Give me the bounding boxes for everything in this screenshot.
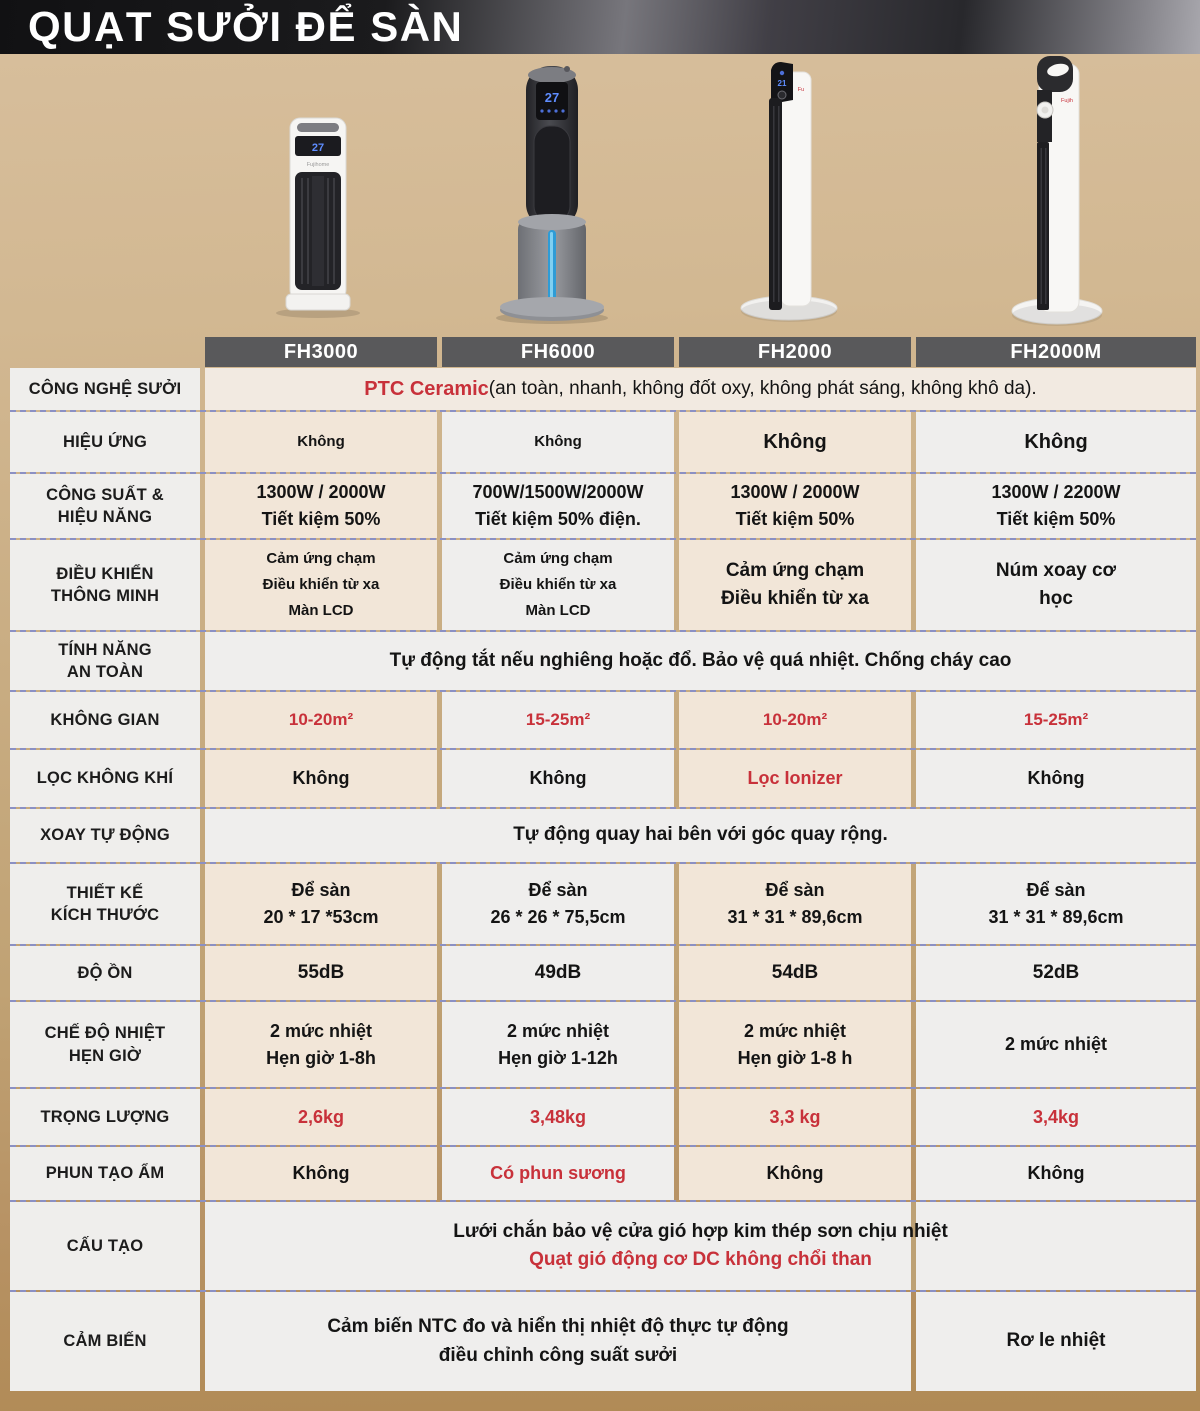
row-label: KHÔNG GIAN <box>10 692 200 748</box>
cell-fh6000: Không <box>442 412 674 472</box>
cell-fh2000: 1300W / 2000W Tiết kiệm 50% <box>679 474 911 538</box>
row-loc-khong-khi <box>10 750 1196 809</box>
row-label: CÔNG SUẤT & HIỆU NĂNG <box>10 474 200 538</box>
svg-text:Fu: Fu <box>797 87 805 93</box>
cell-fh3000: 2,6kg <box>205 1089 437 1145</box>
row-label: HIỆU ỨNG <box>10 412 200 472</box>
value-highlight: PTC Ceramic <box>364 377 489 400</box>
cell-fh2000m: Để sàn 31 * 31 * 89,6cm <box>916 864 1196 944</box>
row-cong-nghe-suoi <box>10 368 1196 412</box>
cell-fh2000: Để sàn 31 * 31 * 89,6cm <box>679 864 911 944</box>
span-cell: Tự động tắt nếu nghiêng hoặc đổ. Bảo vệ quá nhiệt. Chống cháy cao <box>205 632 1196 690</box>
cell-fh2000m: Không <box>916 412 1196 472</box>
comparison-table <box>10 337 1196 1391</box>
cell-fh2000m: 15-25m² <box>916 692 1196 748</box>
row-label: LỌC KHÔNG KHÍ <box>10 750 200 807</box>
page-title: QUẠT SƯỞI ĐỂ SÀN <box>28 3 464 50</box>
cell-fh2000m: Rơ le nhiệt <box>916 1292 1196 1391</box>
cell-fh2000m: 3,4kg <box>916 1089 1196 1145</box>
cell-fh6000: 15-25m² <box>442 692 674 748</box>
span-cell-fh3000-fh2000: Cảm biến NTC đo và hiển thị nhiệt độ thực tự động điều chỉnh công suất sưởi <box>205 1292 911 1391</box>
cell-fh2000: Lọc Ionizer <box>679 750 911 807</box>
cell-fh3000: 2 mức nhiệt Hẹn giờ 1-8h <box>205 1002 437 1087</box>
model-header-fh2000m: FH2000M <box>916 337 1196 367</box>
title-bar <box>0 0 1200 54</box>
row-label: CẢM BIẾN <box>10 1292 200 1391</box>
row-phun-tao-am <box>10 1147 1196 1202</box>
cell-fh3000: Để sàn 20 * 17 *53cm <box>205 864 437 944</box>
cell-fh6000: 3,48kg <box>442 1089 674 1145</box>
row-cam-bien <box>10 1292 1196 1391</box>
model-header-fh2000: FH2000 <box>679 337 911 367</box>
cell-fh2000m: Không <box>916 750 1196 807</box>
cell-fh3000: 55dB <box>205 946 437 1000</box>
cell-fh2000m: Núm xoay cơ học <box>916 540 1196 630</box>
column-divider <box>911 1202 916 1290</box>
cell-fh2000m: 1300W / 2200W Tiết kiệm 50% <box>916 474 1196 538</box>
cell-fh3000: Cảm ứng chạm Điều khiển từ xa Màn LCD <box>205 540 437 630</box>
product-image-fh2000m <box>1005 52 1115 333</box>
svg-text:27: 27 <box>311 142 325 154</box>
cell-fh6000: Không <box>442 750 674 807</box>
svg-text:27: 27 <box>544 90 560 105</box>
row-label: ĐIỀU KHIỂN THÔNG MINH <box>10 540 200 630</box>
product-image-fh6000 <box>492 60 612 330</box>
cell-fh2000: Cảm ứng chạm Điều khiển từ xa <box>679 540 911 630</box>
product-image-fh3000 <box>268 112 368 325</box>
svg-text:21: 21 <box>777 79 787 88</box>
cell-fh3000: Không <box>205 750 437 807</box>
header-spacer <box>10 337 200 368</box>
row-dieu-khien <box>10 540 1196 632</box>
cell-fh6000: 49dB <box>442 946 674 1000</box>
cell-fh6000: 2 mức nhiệt Hẹn giờ 1-12h <box>442 1002 674 1087</box>
span-cell <box>205 368 1196 410</box>
cell-fh2000m: Không <box>916 1147 1196 1200</box>
cell-fh2000: 2 mức nhiệt Hẹn giờ 1-8 h <box>679 1002 911 1087</box>
cell-fh2000: 3,3 kg <box>679 1089 911 1145</box>
cell-fh2000: 54dB <box>679 946 911 1000</box>
value-text: Lưới chắn bảo vệ cửa gió hợp kim thép sơn chịu nhiệt <box>453 1220 948 1242</box>
row-do-on <box>10 946 1196 1002</box>
value-text-red: Quạt gió động cơ DC không chổi than <box>529 1249 872 1270</box>
row-label: CHẾ ĐỘ NHIỆT HẸN GIỜ <box>10 1002 200 1087</box>
row-label: TRỌNG LƯỢNG <box>10 1089 200 1145</box>
row-cong-suat <box>10 474 1196 540</box>
cell-fh3000: Không <box>205 412 437 472</box>
model-header-fh6000: FH6000 <box>442 337 674 367</box>
cell-fh2000m: 52dB <box>916 946 1196 1000</box>
row-xoay-tu-dong <box>10 809 1196 864</box>
row-thiet-ke <box>10 864 1196 946</box>
row-label: THIẾT KẾ KÍCH THƯỚC <box>10 864 200 944</box>
row-trong-luong <box>10 1089 1196 1147</box>
row-label: PHUN TẠO ẨM <box>10 1147 200 1200</box>
cell-fh3000: 1300W / 2000W Tiết kiệm 50% <box>205 474 437 538</box>
row-cau-tao <box>10 1202 1196 1292</box>
model-header-row <box>10 337 1196 368</box>
row-label: ĐỘ ỒN <box>10 946 200 1000</box>
product-image-fh2000 <box>737 58 847 328</box>
svg-text:Fujihome: Fujihome <box>306 162 330 168</box>
cell-fh6000: 700W/1500W/2000W Tiết kiệm 50% điện. <box>442 474 674 538</box>
span-cell <box>205 1202 1196 1290</box>
cell-fh3000: 10-20m² <box>205 692 437 748</box>
row-label: TÍNH NĂNG AN TOÀN <box>10 632 200 690</box>
cell-fh6000: Để sàn 26 * 26 * 75,5cm <box>442 864 674 944</box>
model-header-fh3000: FH3000 <box>205 337 437 367</box>
row-label: CẤU TẠO <box>10 1202 200 1290</box>
cell-fh2000: Không <box>679 412 911 472</box>
row-label: XOAY TỰ ĐỘNG <box>10 809 200 862</box>
cell-fh2000m: 2 mức nhiệt <box>916 1002 1196 1087</box>
cell-fh3000: Không <box>205 1147 437 1200</box>
row-che-do-nhiet <box>10 1002 1196 1089</box>
row-label: CÔNG NGHỆ SƯỞI <box>10 368 200 410</box>
cell-fh6000: Có phun sương <box>442 1147 674 1200</box>
cell-fh6000: Cảm ứng chạm Điều khiển từ xa Màn LCD <box>442 540 674 630</box>
svg-text:Fujih: Fujih <box>1061 98 1073 104</box>
cell-fh2000: Không <box>679 1147 911 1200</box>
value-text: (an toàn, nhanh, không đốt oxy, không phát sáng, không khô da). <box>488 378 1037 399</box>
row-hieu-ung <box>10 412 1196 474</box>
row-tinh-nang-an-toan <box>10 632 1196 692</box>
row-khong-gian <box>10 692 1196 750</box>
span-cell: Tự động quay hai bên với góc quay rộng. <box>205 809 1196 862</box>
cell-fh2000: 10-20m² <box>679 692 911 748</box>
